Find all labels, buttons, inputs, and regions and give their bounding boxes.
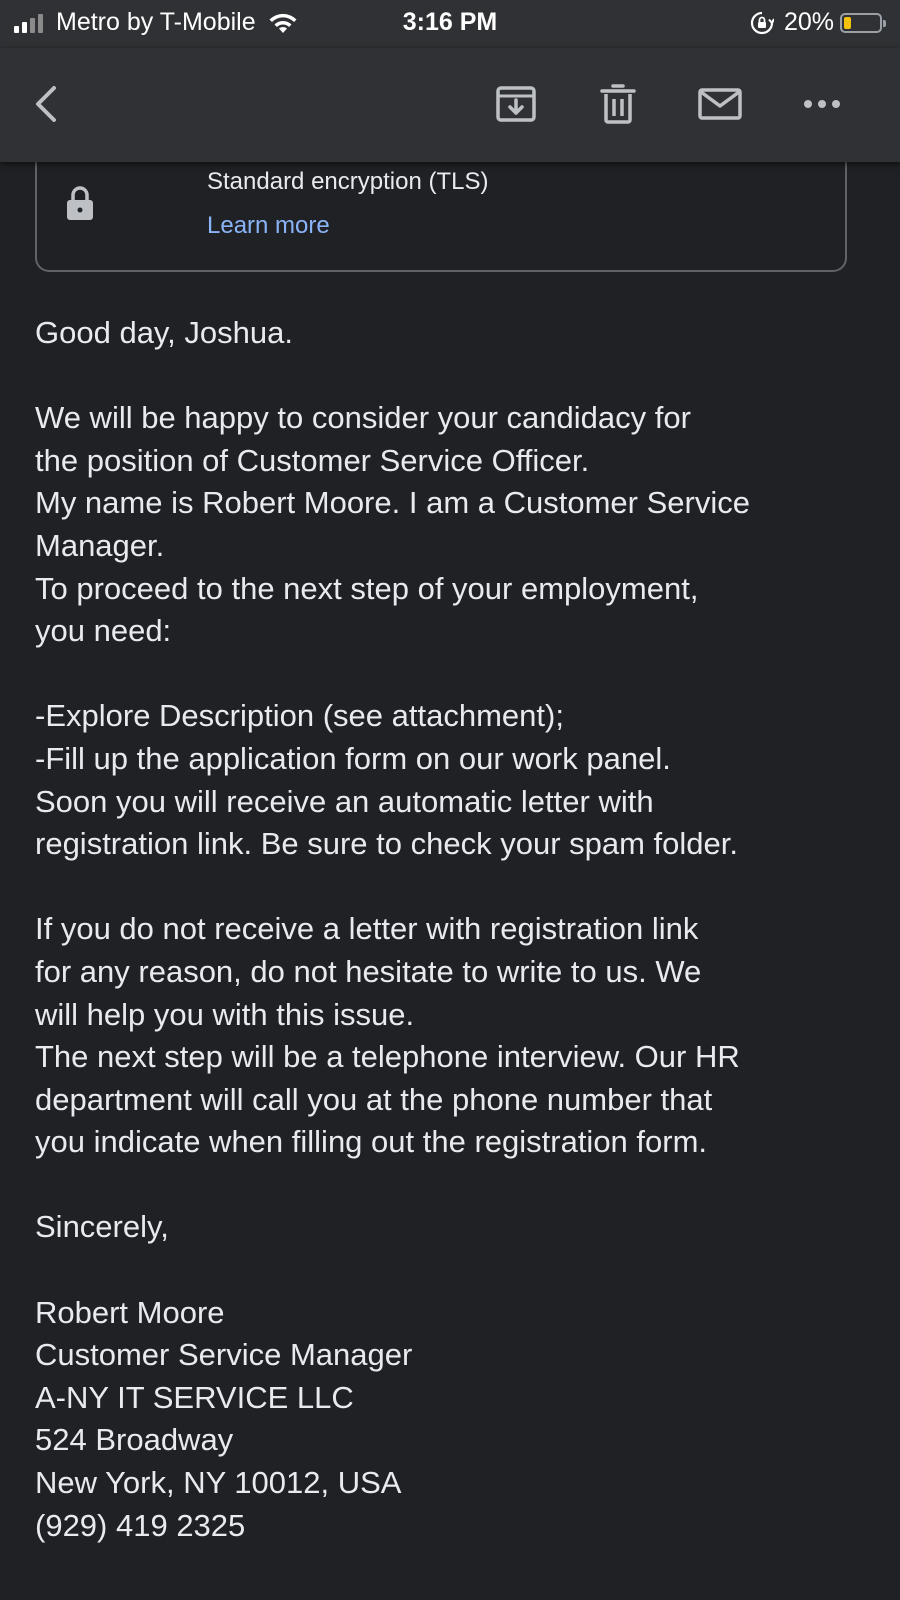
battery-percent: 20% <box>783 8 834 36</box>
email-body <box>35 312 865 1547</box>
status-time: 3:16 PM <box>402 8 498 36</box>
battery-level-fill <box>844 17 851 29</box>
email-body-line: Good day, Joshua. <box>35 315 293 350</box>
email-body-line: you indicate when filling out the registration form. <box>35 1124 708 1160</box>
status-right <box>750 8 882 37</box>
email-body-line: My name is Robert Moore. I am a Customer Service <box>35 485 750 521</box>
carrier-name: Metro by T-Mobile <box>56 8 256 36</box>
email-body-line: A-NY IT SERVICE LLC <box>35 1379 354 1415</box>
email-body-line <box>35 1164 865 1207</box>
mail-icon <box>698 82 742 126</box>
email-body-line: The next step will be a telephone interview. Our HR <box>35 1039 740 1075</box>
battery-icon <box>840 13 882 33</box>
email-body-line <box>35 1249 865 1292</box>
email-body-line: New York, NY 10012, USA <box>35 1465 402 1501</box>
email-body-line: -Fill up the application form on our work panel. <box>35 740 671 776</box>
email-body-line: for any reason, do not hesitate to write to us. We <box>35 953 702 989</box>
back-button[interactable] <box>20 76 76 132</box>
email-body-line: department will call you at the phone number that <box>35 1081 713 1117</box>
encryption-label: Standard encryption (TLS) <box>207 168 489 195</box>
status-bar <box>0 0 900 48</box>
email-body-line: (929) 419 2325 <box>35 1507 246 1543</box>
email-body-line: the position of Customer Service Officer. <box>35 442 590 478</box>
archive-button[interactable] <box>488 76 544 132</box>
mark-unread-button[interactable] <box>692 76 748 132</box>
email-body-line <box>35 653 865 696</box>
email-body-line: We will be happy to consider your candidacy for <box>35 400 691 436</box>
email-body-line: Robert Moore <box>35 1294 225 1330</box>
email-body-line: 524 Broadway <box>35 1422 234 1458</box>
back-arrow-icon <box>26 82 70 126</box>
email-body-line: Customer Service Manager <box>35 1337 413 1373</box>
email-body-line: will help you with this issue. <box>35 996 415 1032</box>
trash-icon <box>596 82 640 126</box>
email-body-line: Sincerely, <box>35 1209 169 1245</box>
email-body-line <box>35 866 865 909</box>
email-body-line: If you do not receive a letter with registration link <box>35 911 699 947</box>
archive-icon <box>494 82 538 126</box>
email-body-line: Manager. <box>35 527 165 563</box>
delete-button[interactable] <box>590 76 646 132</box>
more-icon <box>800 82 844 126</box>
lock-icon <box>65 184 95 222</box>
email-body-line: registration link. Be sure to check your spam folder. <box>35 826 738 862</box>
email-body-line <box>35 355 865 398</box>
more-options-button[interactable] <box>794 76 850 132</box>
email-body-line: Soon you will receive an automatic letter with <box>35 783 654 819</box>
email-body-line: -Explore Description (see attachment); <box>35 698 564 734</box>
email-body-line: To proceed to the next step of your employment, <box>35 570 699 606</box>
email-body-line: you need: <box>35 613 172 649</box>
learn-more-link[interactable]: Learn more <box>207 212 330 239</box>
rotation-lock-icon <box>750 11 774 35</box>
email-toolbar <box>0 48 900 162</box>
